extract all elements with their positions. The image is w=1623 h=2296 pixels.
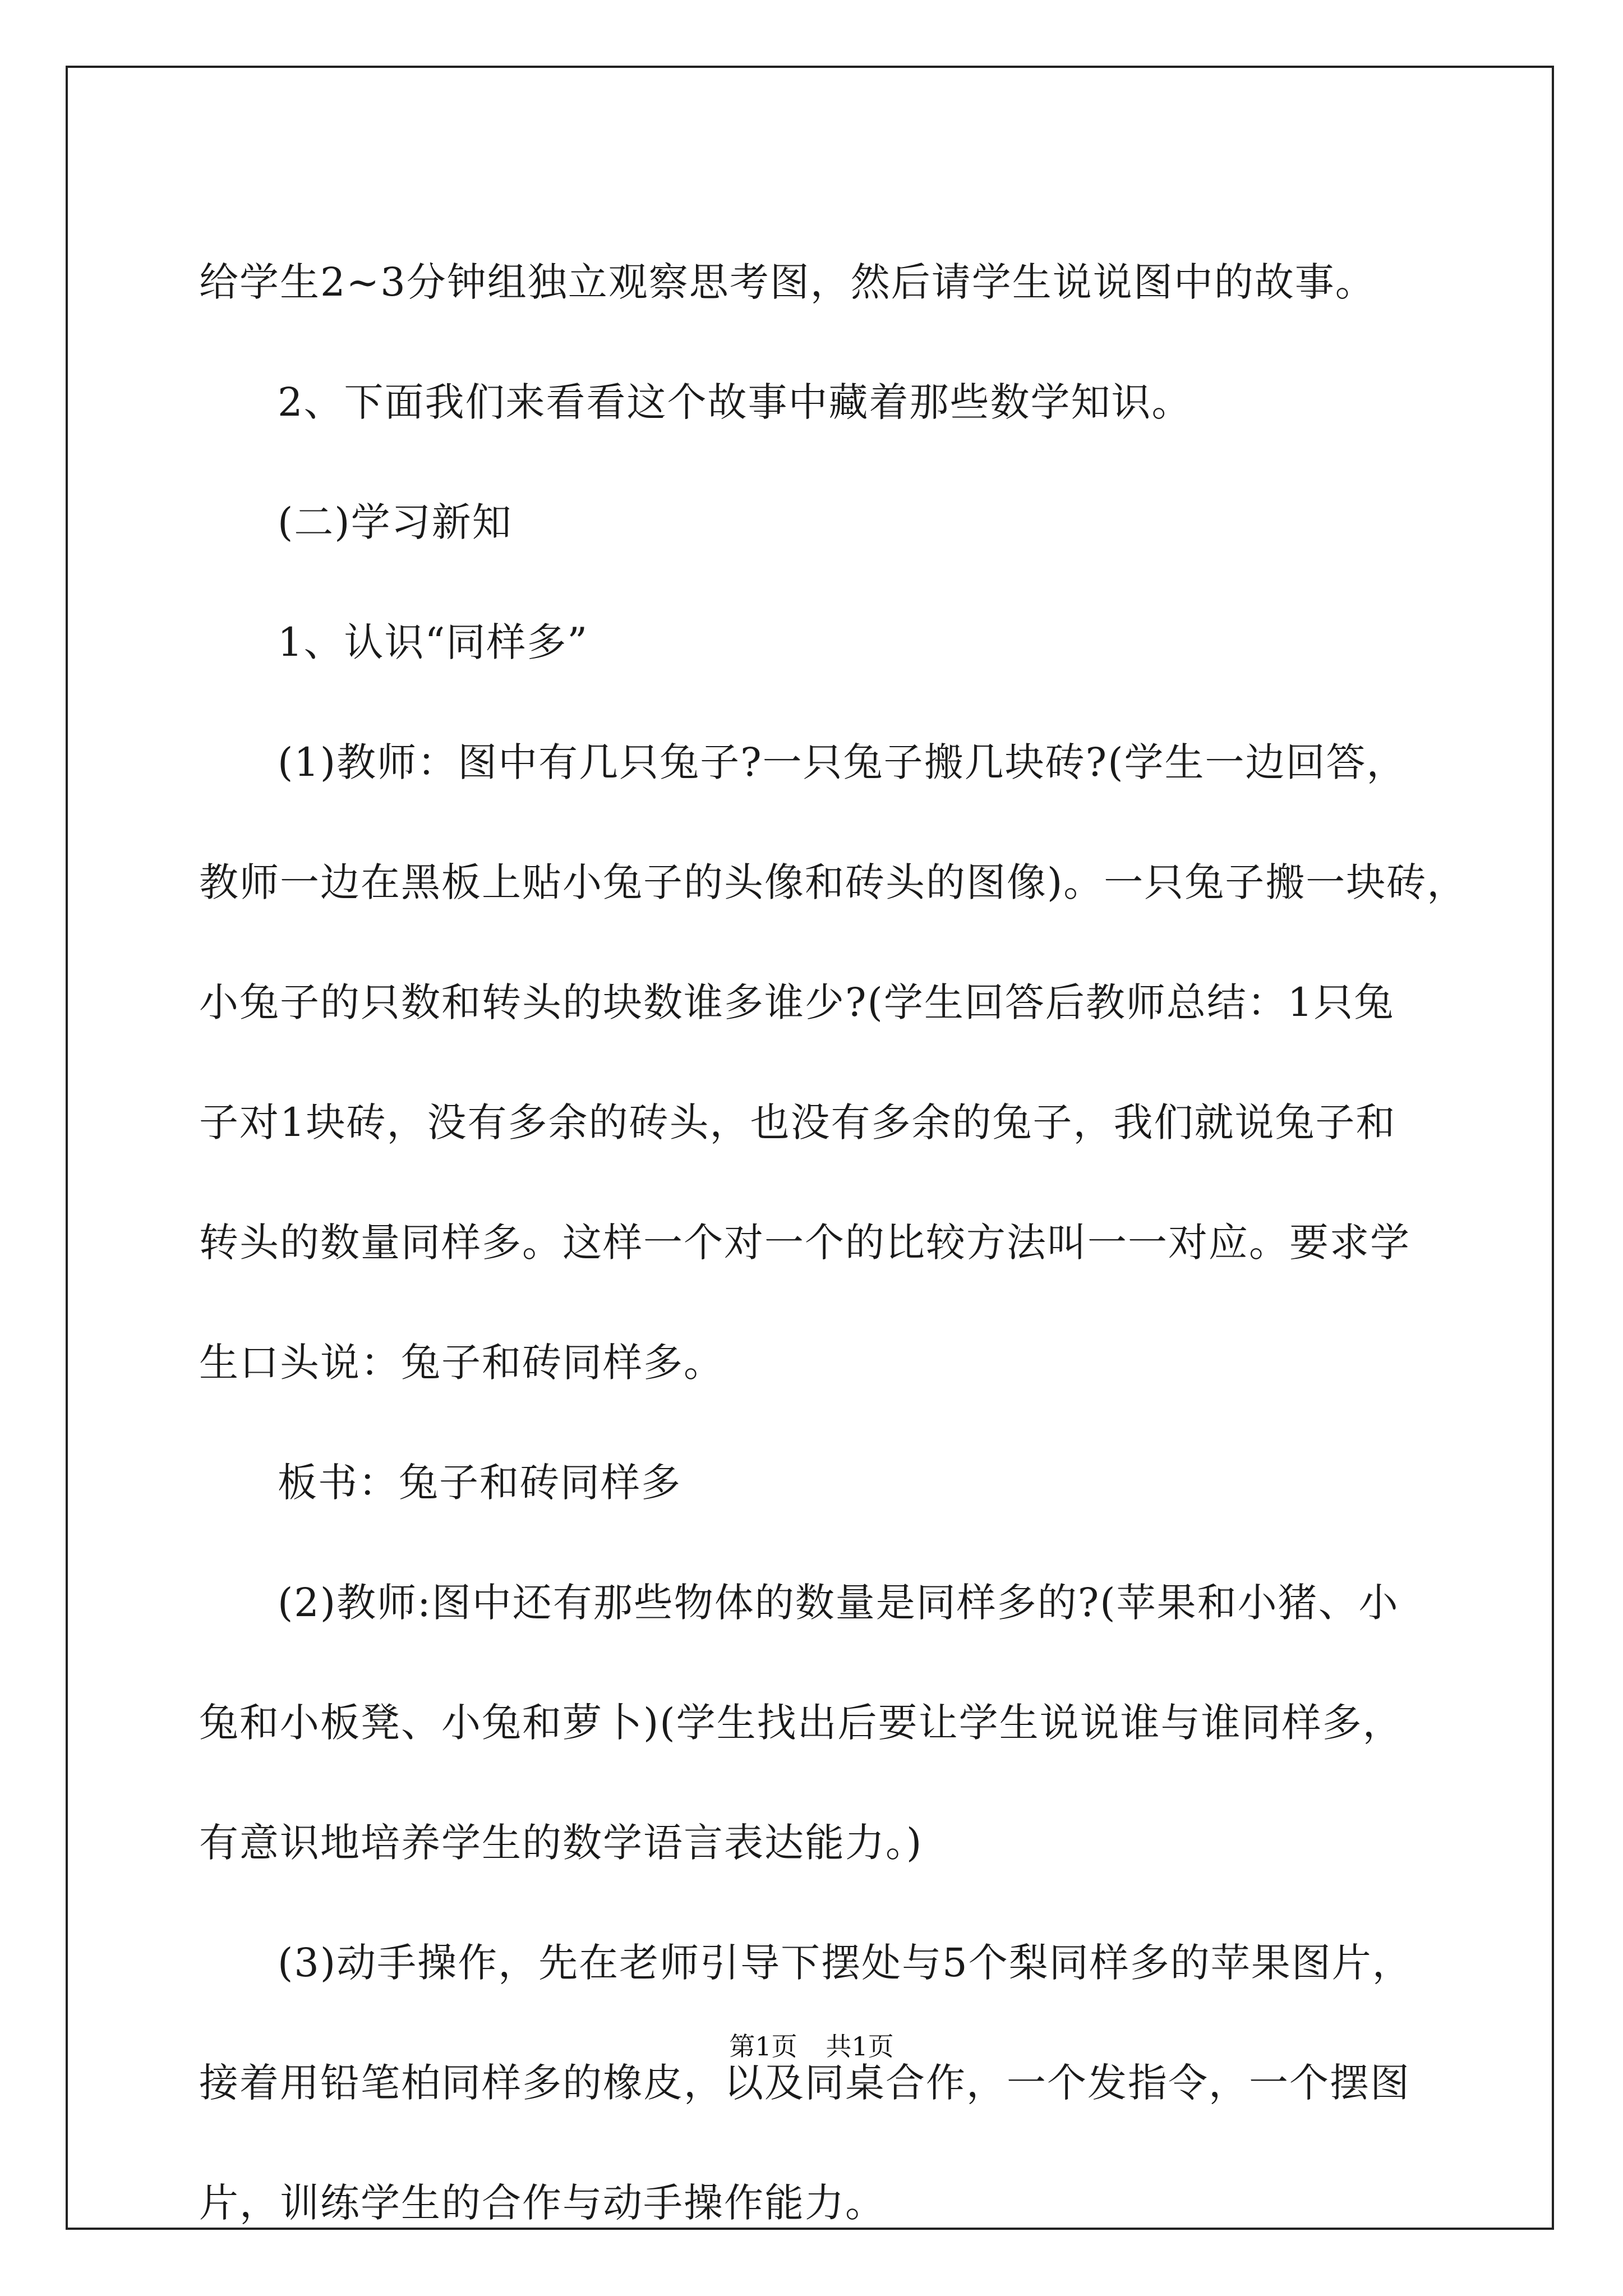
text-line-5: (1)教师：图中有几只兔子?一只兔子搬几块砖?(学生一边回答， <box>278 739 1407 785</box>
text-line-10: 生口头说：兔子和砖同样多。 <box>199 1340 724 1386</box>
page-number: 第1页 <box>729 2031 797 2062</box>
section-heading-new-knowledge: (二)学习新知 <box>278 499 513 545</box>
text-line-15: (3)动手操作，先在老师引导下摆处与5个梨同样多的苹果图片， <box>278 1940 1413 1986</box>
page-total: 共1页 <box>826 2031 894 2062</box>
text-line-17: 片，训练学生的合作与动手操作能力。 <box>199 2180 886 2226</box>
page-footer <box>0 2030 1623 2063</box>
text-line-14: 有意识地培养学生的数学语言表达能力。) <box>199 1820 923 1866</box>
text-line-6: 教师一边在黑板上贴小兔子的头像和砖头的图像)。一只兔子搬一块砖， <box>199 859 1468 905</box>
text-line-7: 小兔子的只数和转头的块数谁多谁少?(学生回答后教师总结：1只兔 <box>199 979 1395 1025</box>
text-line-16: 接着用铅笔柏同样多的橡皮，以及同桌合作，一个发指令，一个摆图 <box>199 2060 1410 2106</box>
blackboard-note: 板书：兔子和砖同样多 <box>278 1460 681 1506</box>
text-line-8: 子对1块砖，没有多余的砖头，也没有多余的兔子，我们就说兔子和 <box>199 1099 1396 1145</box>
text-line-9: 转头的数量同样多。这样一个对一个的比较方法叫一一对应。要求学 <box>199 1220 1410 1266</box>
text-line-1: 给学生2~3分钟组独立观察思考图，然后请学生说说图中的故事。 <box>199 259 1376 305</box>
subheading-same-amount: 1、认识“同样多” <box>278 619 589 665</box>
text-line-2: 2、下面我们来看看这个故事中藏着那些数学知识。 <box>278 379 1192 425</box>
document-body <box>199 222 1468 2263</box>
text-line-12: (2)教师:图中还有那些物体的数量是同样多的?(苹果和小猪、小 <box>278 1580 1399 1626</box>
text-line-13: 兔和小板凳、小兔和萝卜)(学生找出后要让学生说说谁与谁同样多， <box>199 1700 1403 1746</box>
